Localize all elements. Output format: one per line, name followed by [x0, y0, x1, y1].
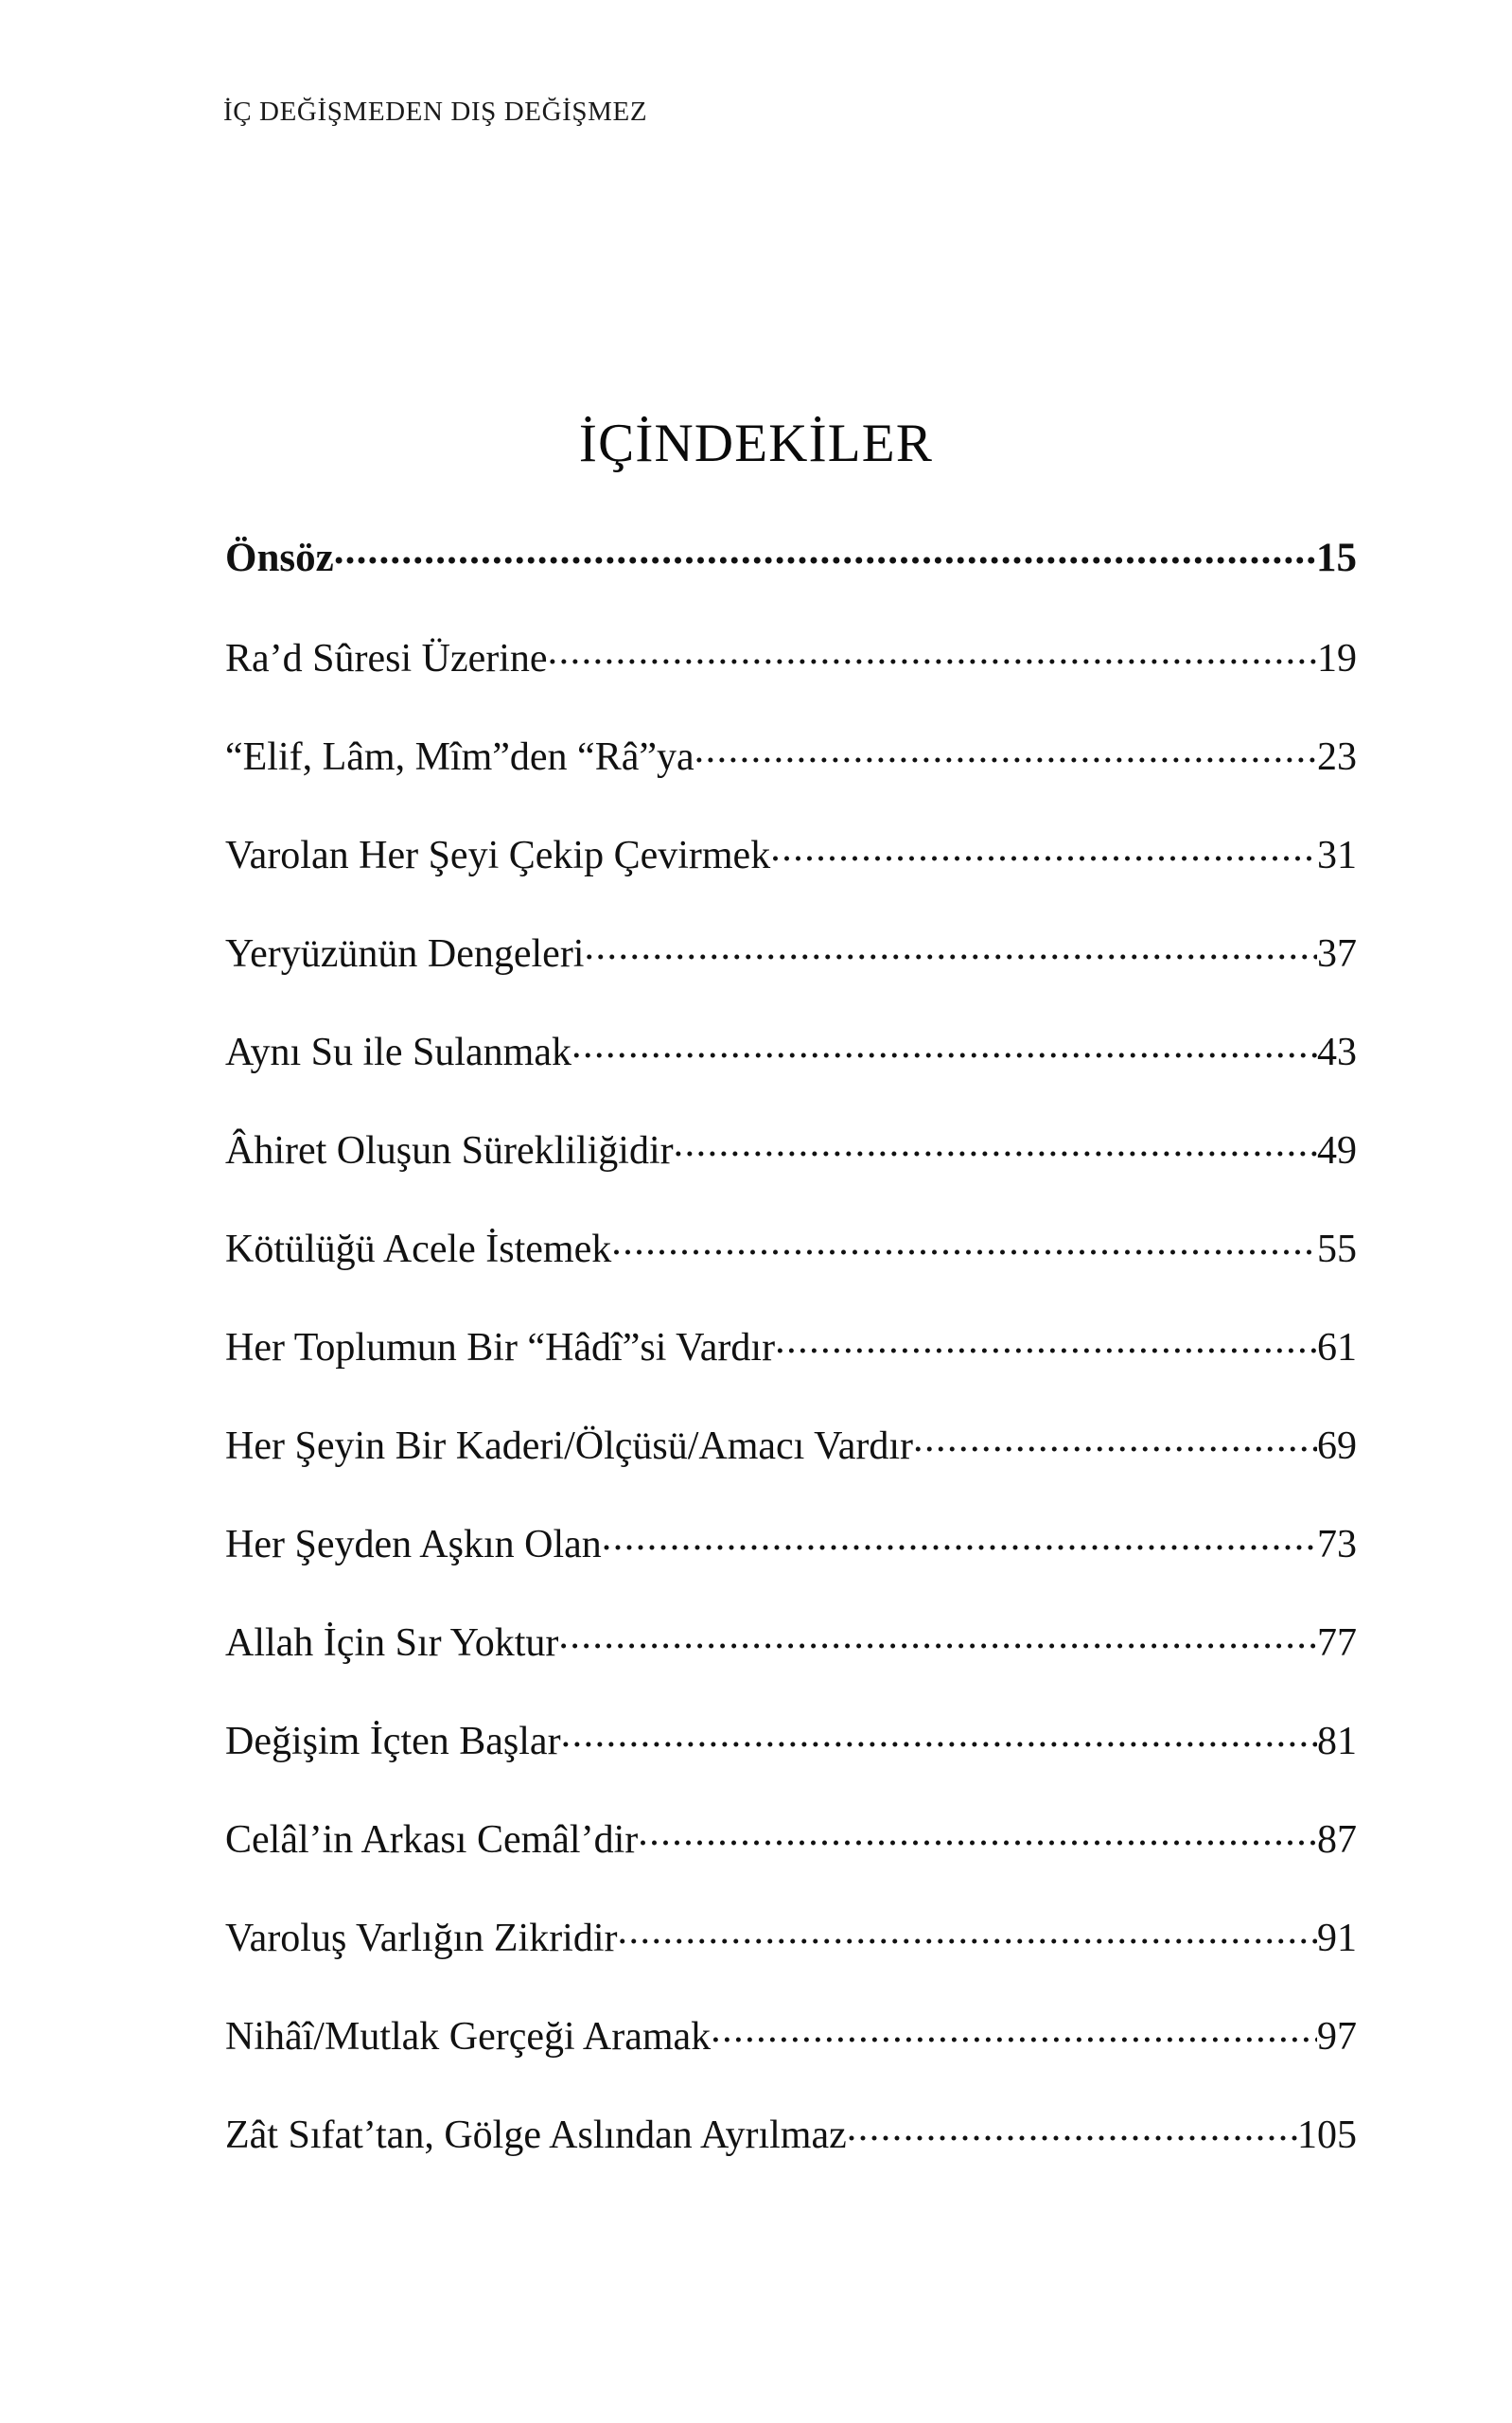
toc-entry-page-number: 73	[1317, 1523, 1357, 1566]
toc-entry[interactable]	[225, 1025, 1357, 1072]
toc-entry-page-number: 55	[1317, 1228, 1357, 1271]
toc-entry-label: Yeryüzünün Dengeleri	[225, 932, 585, 976]
toc-entry[interactable]	[225, 1813, 1357, 1860]
toc-entry[interactable]	[225, 1222, 1357, 1269]
dot-leader	[770, 828, 1317, 868]
dot-leader	[775, 1320, 1317, 1360]
toc-entry-page-number: 23	[1317, 735, 1357, 779]
dot-leader	[558, 1616, 1317, 1655]
toc-entry-page-number: 61	[1317, 1326, 1357, 1370]
toc-entry-label: Ra’d Sûresi Üzerine	[225, 637, 548, 681]
toc-entry-page-number: 81	[1317, 1720, 1357, 1763]
dot-leader	[571, 1025, 1317, 1065]
toc-entry-label: Allah İçin Sır Yoktur	[225, 1621, 559, 1665]
toc-entry-page-number: 97	[1317, 2015, 1357, 2059]
toc-entry[interactable]	[225, 828, 1357, 875]
toc-entry-page-number: 31	[1317, 834, 1357, 877]
toc-entry-page-number: 77	[1317, 1621, 1357, 1665]
toc-entry-page-number: 37	[1317, 932, 1357, 976]
toc-entry[interactable]	[225, 2009, 1357, 2057]
dot-leader	[694, 730, 1317, 769]
toc-entry-page-number: 91	[1317, 1917, 1357, 1960]
toc-entry-page-number: 43	[1317, 1031, 1357, 1074]
toc-entry[interactable]	[225, 1517, 1357, 1565]
toc-entry-page-number: 87	[1317, 1818, 1357, 1862]
dot-leader	[584, 927, 1317, 966]
toc-entry-label: Değişim İçten Başlar	[225, 1720, 561, 1763]
dot-leader	[618, 1911, 1317, 1951]
toc-entry[interactable]	[225, 1320, 1357, 1368]
toc-entry-page-number: 15	[1316, 536, 1357, 580]
table-of-contents-list	[225, 530, 1357, 2206]
dot-leader	[334, 530, 1316, 571]
dot-leader	[913, 1419, 1317, 1459]
toc-entry[interactable]	[225, 1616, 1357, 1663]
toc-entry-label: Aynı Su ile Sulanmak	[225, 1031, 571, 1074]
toc-entry-label: Her Şeyden Aşkın Olan	[225, 1523, 602, 1566]
toc-entry[interactable]	[225, 730, 1357, 777]
toc-entry-label: Zât Sıfat’tan, Gölge Aslından Ayrılmaz	[225, 2113, 847, 2157]
toc-entry-page-number: 19	[1317, 637, 1357, 681]
dot-leader	[548, 631, 1317, 671]
dot-leader	[847, 2108, 1297, 2148]
toc-entry-page-number: 105	[1297, 2113, 1357, 2157]
toc-entry-label: Celâl’in Arkası Cemâl’dir	[225, 1818, 639, 1862]
toc-entry[interactable]	[225, 1911, 1357, 1958]
toc-entry[interactable]	[225, 631, 1357, 679]
toc-entry[interactable]	[225, 1714, 1357, 1761]
dot-leader	[561, 1714, 1317, 1754]
toc-entry-label: Varoluş Varlığın Zikridir	[225, 1917, 618, 1960]
toc-entry[interactable]	[225, 927, 1357, 974]
dot-leader	[674, 1123, 1317, 1163]
toc-entry-label: Âhiret Oluşun Sürekliliğidir	[225, 1129, 674, 1173]
toc-entries-container	[225, 631, 1357, 2155]
toc-entry-page-number: 49	[1317, 1129, 1357, 1173]
toc-entry-label: Kötülüğü Acele İstemek	[225, 1228, 612, 1271]
toc-entry[interactable]	[225, 1123, 1357, 1171]
dot-leader	[638, 1813, 1317, 1852]
toc-entry-label: Her Şeyin Bir Kaderi/Ölçüsü/Amacı Vardır	[225, 1424, 914, 1468]
running-header: İÇ DEĞİŞMEDEN DIŞ DEĞİŞMEZ	[223, 97, 648, 127]
dot-leader	[711, 2009, 1317, 2049]
toc-entry-label: Her Toplumun Bir “Hâdî”si Vardır	[225, 1326, 776, 1370]
toc-entry-label: “Elif, Lâm, Mîm”den “Râ”ya	[225, 735, 694, 779]
dot-leader	[602, 1517, 1317, 1557]
toc-entry[interactable]	[225, 1419, 1357, 1466]
toc-entry-preface[interactable]	[225, 530, 1357, 578]
dot-leader	[611, 1222, 1317, 1262]
toc-entry-label: Nihâî/Mutlak Gerçeği Aramak	[225, 2015, 712, 2059]
toc-entry-label: Önsöz	[225, 536, 334, 580]
toc-entry-page-number: 69	[1317, 1424, 1357, 1468]
toc-entry-label: Varolan Her Şeyi Çekip Çevirmek	[225, 834, 771, 877]
toc-entry[interactable]	[225, 2108, 1357, 2155]
page-title: İÇİNDEKİLER	[578, 414, 934, 474]
